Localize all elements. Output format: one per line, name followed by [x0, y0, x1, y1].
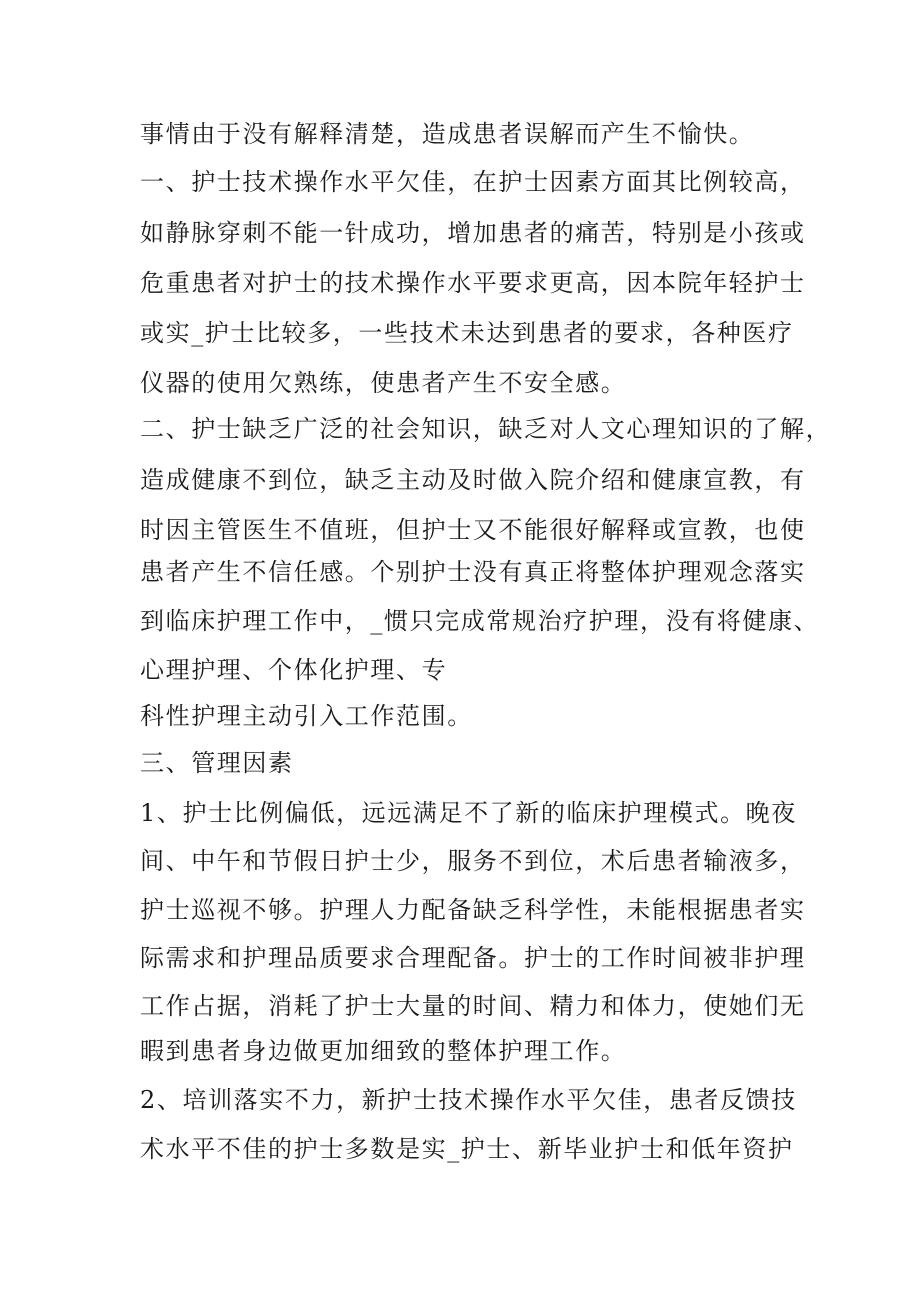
text-line: 心理护理、个体化护理、专	[140, 656, 448, 684]
text-line: 或实_护士比较多，一些技术未达到患者的要求，各种医疗	[140, 319, 794, 347]
text-line: 暇到患者身边做更加细致的整体护理工作。	[140, 1037, 627, 1065]
text-line: 仪器的使用欠熟练，使患者产生不安全感。	[140, 369, 627, 397]
text-line: 工作占据，消耗了护士大量的时间、精力和体力，使她们无	[140, 992, 806, 1020]
text-line: 二、护士缺乏广泛的社会知识，缺乏对人文心理知识的了解，	[140, 415, 832, 443]
text-line: 术水平不佳的护士多数是实_护士、新毕业护士和低年资护	[140, 1135, 794, 1163]
text-line: 如静脉穿刺不能一针成功，增加患者的痛苦，特别是小孩或	[140, 219, 806, 247]
text-line: 造成健康不到位，缺乏主动及时做入院介绍和健康宣教，有	[140, 466, 806, 494]
text-line: 际需求和护理品质要求合理配备。护士的工作时间被非护理	[140, 944, 806, 972]
text-line: 三、管理因素	[140, 749, 294, 777]
text-line: 患者产生不信任感。个别护士没有真正将整体护理观念落实	[140, 558, 806, 586]
text-line: 事情由于没有解释清楚，造成患者误解而产生不愉快。	[140, 120, 755, 148]
text-line: 到临床护理工作中，_惯只完成常规治疗护理，没有将健康、	[140, 607, 820, 635]
text-line: 科性护理主动引入工作范围。	[140, 702, 473, 730]
text-line: 2、培训落实不力，新护士技术操作水平欠佳，患者反馈技	[140, 1086, 797, 1114]
text-line: 时因主管医生不值班，但护士又不能很好解释或宣教，也使	[140, 516, 806, 544]
text-line: 一、护士技术操作水平欠佳，在护士因素方面其比例较高，	[140, 168, 806, 196]
text-line: 危重患者对护士的技术操作水平要求更高，因本院年轻护士	[140, 269, 806, 297]
text-line: 间、中午和节假日护士少，服务不到位，术后患者输液多，	[140, 847, 806, 875]
text-line: 护士巡视不够。护理人力配备缺乏科学性，未能根据患者实	[140, 896, 806, 924]
text-line: 1、护士比例偏低，远远满足不了新的临床护理模式。晚夜	[140, 799, 797, 827]
